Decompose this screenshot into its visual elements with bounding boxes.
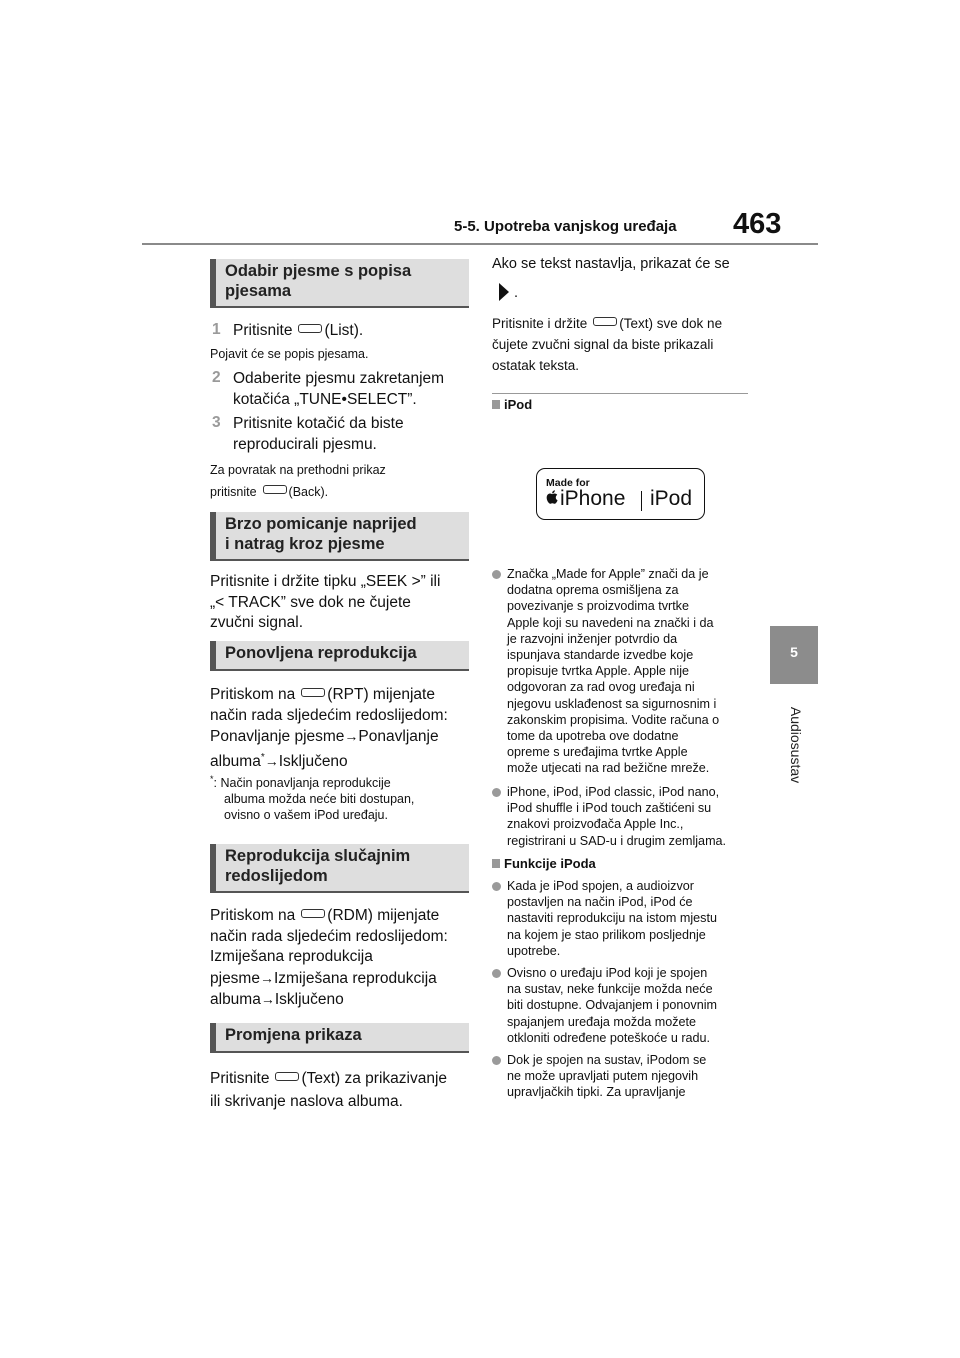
bullet-text-line: nastaviti reprodukciju na istom mjestu <box>507 911 717 926</box>
bullet-text-line: tome da upotreba ove dodatne <box>507 729 679 744</box>
bullet-text-line: Dok je spojen na sustav, iPodom se <box>507 1053 707 1067</box>
step-number: 1 <box>212 321 221 338</box>
section-heading-display <box>210 1023 469 1053</box>
bullet-icon <box>492 1056 501 1065</box>
bullet-text-line: njegovu usklađenost sa sigurnosnim i <box>507 696 717 711</box>
bullet-text-line: spajanjem uređaja možda možete <box>507 1014 697 1029</box>
text-line: Za povratak na prethodni prikaz <box>210 463 386 477</box>
text-line: Odaberite pjesmu zakretanjem <box>233 370 445 387</box>
text: Ponavljanje pjesme <box>210 728 345 745</box>
section-heading-repeat <box>210 641 469 671</box>
text-line: ostatak teksta. <box>492 358 580 373</box>
text: Pritisnite i držite <box>492 316 588 331</box>
heading-line: Ponovljena reprodukcija <box>225 644 417 662</box>
text: albuma <box>210 991 261 1008</box>
text: Pritisnite <box>233 322 293 339</box>
text-line: reproducirali pjesmu. <box>233 435 377 453</box>
continue-arrow-icon <box>499 283 509 301</box>
bullet-icon <box>492 788 501 797</box>
text-line: albuma možda neće biti dostupan, <box>224 792 415 807</box>
text-line: način rada sljedećim redoslijedom: <box>210 707 448 724</box>
bullet-text-line: upravljačkih tipki. Za upravljanje <box>507 1085 686 1100</box>
text: Ponavljanje <box>358 728 439 745</box>
text: Pritiskom na <box>210 907 296 924</box>
made-for-iphone-ipod-badge <box>536 468 705 520</box>
text-hold-instructions <box>492 313 722 376</box>
text-line: način rada sljedećim redoslijedom: <box>210 927 448 945</box>
random-instructions <box>210 906 448 1011</box>
heading-line: pjesama <box>225 282 292 300</box>
bullet-text-line: može utjecati na rad bežične mreže. <box>507 761 710 776</box>
step-number: 2 <box>212 369 221 386</box>
text-line: kotačića „TUNE•SELECT”. <box>233 390 417 408</box>
bullet-resume-playback <box>507 878 753 959</box>
footnote-marker: * <box>210 774 214 784</box>
bullet-text-line: na kojem je stao prilikom posljednje <box>507 927 706 942</box>
heading-line: i natrag kroz pjesme <box>225 535 385 553</box>
bullet-text-line: propisuje tvrtka Apple. Apple nije <box>507 664 690 679</box>
badge-separator <box>641 491 642 511</box>
bullet-text-line: je razvojni inženjer potvrdio da <box>507 631 678 646</box>
button-icon <box>263 485 287 494</box>
bullet-text-line: dodatna oprema osmišljena za <box>507 583 679 598</box>
chapter-side-label: Audiosustav <box>788 706 804 784</box>
bullet-functions-unavailable <box>507 965 753 1046</box>
section-heading-random <box>210 844 469 893</box>
text: (Text) sve dok ne <box>619 316 723 331</box>
page-number: 463 <box>733 208 782 240</box>
text: Pritisnite <box>210 1070 270 1087</box>
bullet-icon <box>492 570 501 579</box>
text-line: ili skrivanje naslova albuma. <box>210 1093 403 1110</box>
step-3 <box>233 414 404 455</box>
bullet-text-line: postavljen na način iPod, iPod će <box>507 895 693 910</box>
section-divider <box>492 393 748 394</box>
bullet-text-line: Značka „Made for Apple” znači da je <box>507 567 709 581</box>
bullet-text-line: Apple koji su navedeni na znački i da <box>507 615 714 630</box>
bullet-controls <box>507 1052 753 1101</box>
bullet-text-line: iPod shuffle i iPod touch zaštićeni su <box>507 801 712 816</box>
heading-line: Reprodukcija slučajnim <box>225 847 411 865</box>
section-heading-fast-forward <box>210 512 469 561</box>
seek-instructions <box>210 572 440 634</box>
text-line: Izmiješana reprodukcija <box>210 948 373 965</box>
bullet-icon <box>492 969 501 978</box>
bullet-text-line: upotrebe. <box>507 943 561 958</box>
button-icon <box>301 688 325 697</box>
button-icon <box>593 317 617 326</box>
bullet-text-line: znakovi proizvođača Apple Inc., <box>507 817 684 832</box>
arrow-icon: → <box>259 969 274 986</box>
step-1-note: Pojavit će se popis pjesama. <box>210 347 369 361</box>
square-bullet-icon <box>492 859 500 868</box>
arrow-icon: → <box>264 753 279 770</box>
text: : Način ponavljanja reprodukcije <box>213 776 391 791</box>
back-note <box>210 459 386 503</box>
text: (Text) za prikazivanje <box>301 1070 448 1087</box>
bullet-text-line: ne može upravljati putem njegovih <box>507 1069 699 1084</box>
badge-text: Made for <box>546 477 590 489</box>
bullet-text-line: na sustav, neke funkcije možda neće <box>507 982 713 997</box>
text: Isključeno <box>274 991 344 1008</box>
header-divider <box>142 243 818 245</box>
text: albuma <box>210 753 261 771</box>
heading-line: Odabir pjesme s popisa <box>225 262 412 280</box>
bullet-text-line: iPhone, iPod, iPod classic, iPod nano, <box>507 785 720 799</box>
heading-line: Brzo pomicanje naprijed <box>225 515 417 533</box>
bullet-text-line: opreme s uređajima tvrtke Apple <box>507 745 688 760</box>
text-line: Pritisnite i držite tipku „SEEK >” ili <box>210 573 441 590</box>
footnote-marker: * <box>260 752 265 763</box>
bullet-text-line: odgovoran za rad ovog uređaja ni <box>507 680 695 695</box>
repeat-instructions <box>210 684 448 772</box>
button-icon <box>275 1072 299 1081</box>
bullet-trademarks <box>507 784 753 849</box>
apple-logo-icon <box>546 490 558 504</box>
bullet-text-line: ispunjava standarde izvedbe koje <box>507 648 694 663</box>
step-1 <box>233 321 363 342</box>
continue-period: . <box>514 285 519 301</box>
text-line: zvučni signal. <box>210 614 304 631</box>
text: Izmiješana reprodukcija <box>273 969 437 987</box>
heading-line: redoslijedom <box>225 867 328 885</box>
bullet-text-line: povezivanje s proizvodima tvrtke <box>507 599 689 614</box>
text: Isključeno <box>278 753 348 771</box>
button-icon <box>298 324 322 333</box>
ipod-functions-heading <box>492 856 596 871</box>
step-2 <box>233 369 444 410</box>
text: (List). <box>324 322 364 339</box>
bullet-text-line: registrirani u SAD-u i drugim zemljama. <box>507 833 727 848</box>
heading-line: Promjena prikaza <box>225 1026 362 1044</box>
section-heading-song-list <box>210 259 469 308</box>
text: (Back). <box>288 485 329 499</box>
display-instructions <box>210 1067 447 1113</box>
text-line: Pritisnite kotačić da biste <box>233 415 404 432</box>
text: Funkcije iPoda <box>504 856 596 871</box>
repeat-footnote <box>210 771 414 823</box>
text-line: ovisno o vašem iPod uređaju. <box>224 808 388 823</box>
arrow-icon: → <box>260 991 275 1007</box>
text: (RDM) mijenjate <box>327 907 440 924</box>
badge-text: iPod <box>650 487 693 510</box>
bullet-text-line: Kada je iPod spojen, a audioizvor <box>507 879 694 893</box>
text: Pritiskom na <box>210 686 296 703</box>
bullet-text-line: otkloniti određene poteškoće u radu. <box>507 1030 711 1045</box>
square-bullet-icon <box>492 400 500 409</box>
chapter-tab: 5 <box>770 626 818 684</box>
text: pritisnite <box>210 485 257 499</box>
ipod-heading <box>492 397 532 412</box>
bullet-text-line: Ovisno o uređaju iPod koji je spojen <box>507 966 708 980</box>
button-icon <box>301 909 325 918</box>
badge-text: iPhone <box>560 487 626 510</box>
text: iPod <box>504 397 533 412</box>
text-line: „< TRACK” sve dok ne čujete <box>210 593 411 611</box>
text: (RPT) mijenjate <box>327 686 435 703</box>
bullet-text-line: biti dostupne. Odvajanjem i ponovnim <box>507 998 718 1013</box>
section-title: 5-5. Upotreba vanjskog uređaja <box>454 218 677 235</box>
bullet-icon <box>492 882 501 891</box>
text: pjesme <box>210 969 260 987</box>
bullet-text-line: zakonskim propisima. Vodite računa o <box>507 712 720 727</box>
continue-text: Ako se tekst nastavlja, prikazat će se <box>492 256 730 272</box>
bullet-made-for-apple <box>507 566 753 777</box>
text-line: čujete zvučni signal da biste prikazali <box>492 337 714 352</box>
step-number: 3 <box>212 414 221 431</box>
arrow-icon: → <box>344 728 359 744</box>
